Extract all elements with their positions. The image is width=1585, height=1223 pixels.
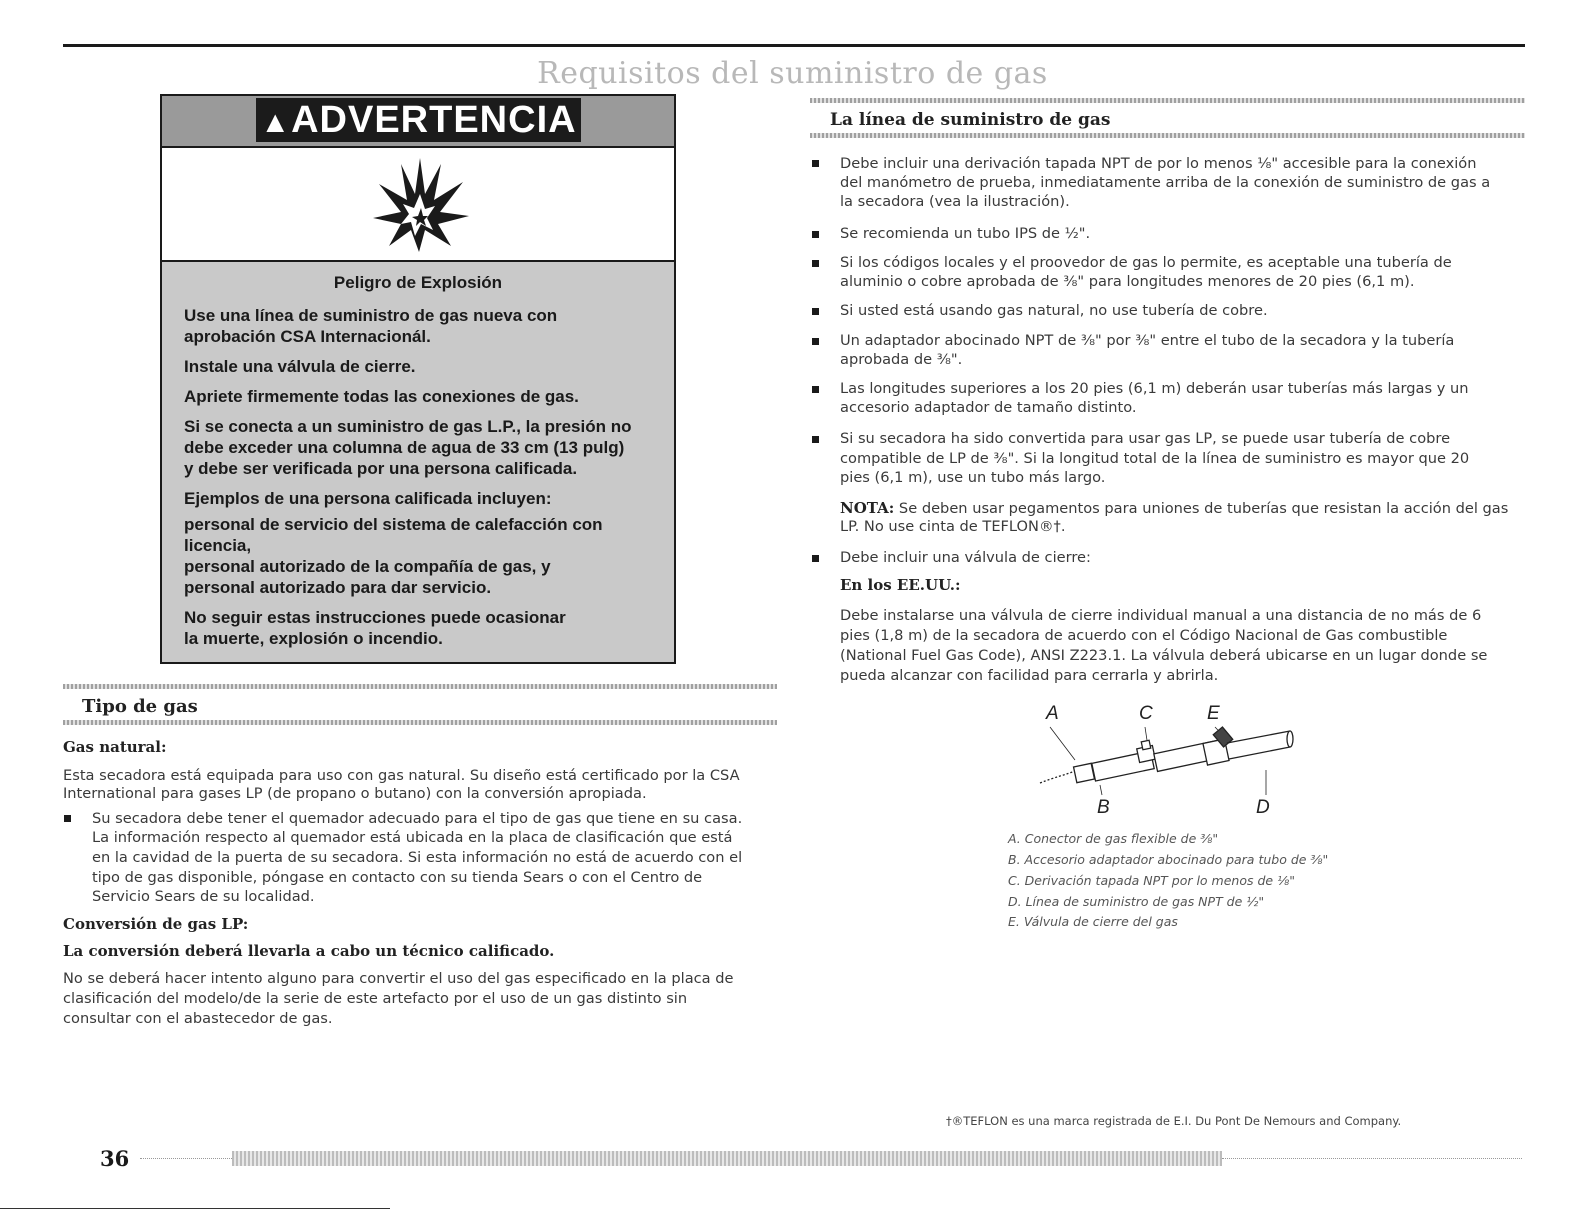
warning-line: la muerte, explosión o incendio. bbox=[184, 629, 443, 648]
paragraph-line: pies (6,1 m), use un tubo más largo. bbox=[840, 469, 1106, 486]
bullet-icon bbox=[812, 436, 819, 443]
footer-band bbox=[232, 1151, 1222, 1166]
nota-text: Se deben usar pegamentos para uniones de tuberías que resistan la acción del gas bbox=[894, 500, 1509, 517]
paragraph-line: LP. No use cinta de TEFLON®†. bbox=[840, 518, 1066, 535]
warning-line: No seguir estas instrucciones puede ocasionar bbox=[184, 608, 566, 627]
nota-line bbox=[840, 499, 1508, 518]
paragraph-line: Si usted está usando gas natural, no use tubería de cobre. bbox=[840, 302, 1268, 319]
paragraph-line: Debe incluir una derivación tapada NPT de por lo menos ⅛" accesible para la conexión bbox=[840, 155, 1477, 172]
warning-line: personal autorizado para dar servicio. bbox=[184, 578, 492, 597]
warning-header bbox=[162, 96, 674, 148]
warning-line: Si se conecta a un suministro de gas L.P., la presión no bbox=[184, 417, 632, 436]
paragraph-line: aluminio o cobre aprobada de ⅜" para longitudes menores de 20 pies (6,1 m). bbox=[840, 273, 1415, 290]
paragraph-line: (National Fuel Gas Code), ANSI Z223.1. La válvula deberá ubicarse en un lugar donde se bbox=[840, 647, 1488, 664]
paragraph-line: del manómetro de prueba, inmediatamente arriba de la conexión de suministro de gas a bbox=[840, 174, 1491, 191]
paragraph-line: Debe incluir una válvula de cierre: bbox=[840, 549, 1091, 566]
warning-body bbox=[162, 262, 674, 662]
paragraph-line: tipo de gas disponible, póngase en contacto con su tienda Sears o con el Centro de bbox=[92, 869, 703, 886]
nota-label: NOTA: bbox=[840, 499, 895, 517]
top-rule bbox=[63, 44, 1525, 47]
gas-line-diagram bbox=[1030, 725, 1300, 800]
paragraph-line: consultar con el abastecedor de gas. bbox=[63, 1010, 333, 1027]
paragraph-line: accesorio adaptador de tamaño distinto. bbox=[840, 399, 1137, 416]
legend-item: D. Línea de suministro de gas NPT de ½" bbox=[1008, 894, 1265, 909]
warning-line: personal de servicio del sistema de calefacción con bbox=[184, 515, 603, 534]
warning-line: Ejemplos de una persona calificada incluyen: bbox=[184, 489, 552, 508]
diagram-label-b: B bbox=[1097, 797, 1110, 818]
paragraph-line: compatible de LP de ⅜". Si la longitud total de la línea de suministro es mayor que 20 bbox=[840, 450, 1470, 467]
paragraph-line: International para gases LP (de propano o butano) con la conversión apropiada. bbox=[63, 785, 647, 802]
paragraph-line: No se deberá hacer intento alguno para convertir el uso del gas especificado en la placa de bbox=[63, 970, 734, 987]
bullet-icon bbox=[812, 260, 819, 267]
conversion-heading: Conversión de gas LP: bbox=[63, 915, 249, 933]
section-band bbox=[63, 720, 777, 725]
paragraph-line: pueda alcanzar con facilidad para cerrarla y abrirla. bbox=[840, 667, 1219, 684]
warning-title-bar bbox=[256, 98, 581, 142]
warning-line: Apriete firmemente todas las conexiones de gas. bbox=[184, 387, 579, 406]
footnote: †®TEFLON es una marca registrada de E.I. Du Pont De Nemours and Company. bbox=[946, 1114, 1402, 1128]
warning-triangle-icon: ▲ bbox=[260, 106, 292, 139]
diagram-label-e: E bbox=[1207, 703, 1220, 724]
bullet-icon bbox=[812, 308, 819, 315]
section-title-linea: La línea de suministro de gas bbox=[830, 110, 1111, 130]
conversion-subheading: La conversión deberá llevarla a cabo un técnico calificado. bbox=[63, 942, 555, 960]
bullet-icon bbox=[812, 160, 819, 167]
section-band bbox=[810, 98, 1525, 103]
warning-line: Instale una válvula de cierre. bbox=[184, 357, 416, 376]
paragraph-line: Esta secadora está equipada para uso con gas natural. Su diseño está certificado por la CSA bbox=[63, 767, 740, 784]
paragraph-line: Se recomienda un tubo IPS de ½". bbox=[840, 225, 1091, 242]
explosion-icon bbox=[365, 154, 475, 254]
bullet-icon bbox=[64, 815, 71, 822]
legend-item: B. Accesorio adaptador abocinado para tubo de ⅜" bbox=[1008, 852, 1329, 867]
warning-icon-area bbox=[162, 148, 674, 262]
section-title-tipo-gas: Tipo de gas bbox=[82, 696, 198, 717]
diagram-label-c: C bbox=[1139, 703, 1153, 724]
bullet-icon bbox=[812, 555, 819, 562]
eeuu-heading: En los EE.UU.: bbox=[840, 576, 961, 594]
warning-box bbox=[160, 94, 676, 664]
diagram-label-d: D bbox=[1256, 797, 1270, 818]
paragraph-line: Si los códigos locales y el proovedor de gas lo permite, es aceptable una tubería de bbox=[840, 254, 1452, 271]
warning-line: y debe ser verificada por una persona calificada. bbox=[184, 459, 578, 478]
legend-item: A. Conector de gas flexible de ⅜" bbox=[1008, 831, 1219, 846]
section-band bbox=[810, 133, 1525, 138]
warning-line: aprobación CSA Internacionál. bbox=[184, 327, 431, 346]
bullet-icon bbox=[812, 338, 819, 345]
paragraph-line: La información respecto al quemador está ubicada en la placa de clasificación que está bbox=[92, 829, 733, 846]
page-title: Requisitos del suministro de gas bbox=[537, 56, 1048, 91]
bottom-rule bbox=[0, 1208, 390, 1209]
warning-line: debe exceder una columna de agua de 33 cm (13 pulg) bbox=[184, 438, 625, 457]
section-band bbox=[63, 684, 777, 689]
paragraph-line: Servicio Sears de su localidad. bbox=[92, 888, 315, 905]
paragraph-line: Si su secadora ha sido convertida para usar gas LP, se puede usar tubería de cobre bbox=[840, 430, 1451, 447]
footer-dotted-rule bbox=[140, 1158, 232, 1159]
paragraph-line: clasificación del modelo/de la serie de este artefacto por el uso de un gas distinto sin bbox=[63, 990, 688, 1007]
paragraph-line: pies (1,8 m) de la secadora de acuerdo con el Código Nacional de Gas combustible bbox=[840, 627, 1448, 644]
warning-line: personal autorizado de la compañía de gas, y bbox=[184, 557, 551, 576]
paragraph-line: Debe instalarse una válvula de cierre individual manual a una distancia de no más de 6 bbox=[840, 607, 1482, 624]
diagram-label-a: A bbox=[1046, 703, 1059, 724]
warning-heading: Peligro de Explosión bbox=[333, 273, 503, 292]
warning-title: ADVERTENCIA bbox=[291, 99, 577, 141]
paragraph-line: Las longitudes superiores a los 20 pies (6,1 m) deberán usar tuberías más largas y un bbox=[840, 380, 1469, 397]
warning-line: Use una línea de suministro de gas nueva con bbox=[184, 306, 558, 325]
paragraph-line: en la cavidad de la puerta de su secadora. Si esta información no está de acuerdo con el bbox=[92, 849, 743, 866]
paragraph-line: la secadora (vea la ilustración). bbox=[840, 193, 1070, 210]
bullet-icon bbox=[812, 231, 819, 238]
page-number: 36 bbox=[100, 1146, 130, 1171]
bullet-icon bbox=[812, 386, 819, 393]
gas-natural-heading: Gas natural: bbox=[63, 738, 167, 756]
paragraph-line: aprobada de ⅜". bbox=[840, 351, 963, 368]
footer-dotted-rule bbox=[1222, 1158, 1522, 1159]
legend-item: E. Válvula de cierre del gas bbox=[1008, 914, 1178, 929]
paragraph-line: Un adaptador abocinado NPT de ⅜" por ⅜" entre el tubo de la secadora y la tubería bbox=[840, 332, 1455, 349]
paragraph-line: Su secadora debe tener el quemador adecuado para el tipo de gas que tiene en su casa. bbox=[92, 810, 743, 827]
warning-line: licencia, bbox=[184, 536, 252, 555]
legend-item: C. Derivación tapada NPT por lo menos de ⅛" bbox=[1008, 873, 1295, 888]
